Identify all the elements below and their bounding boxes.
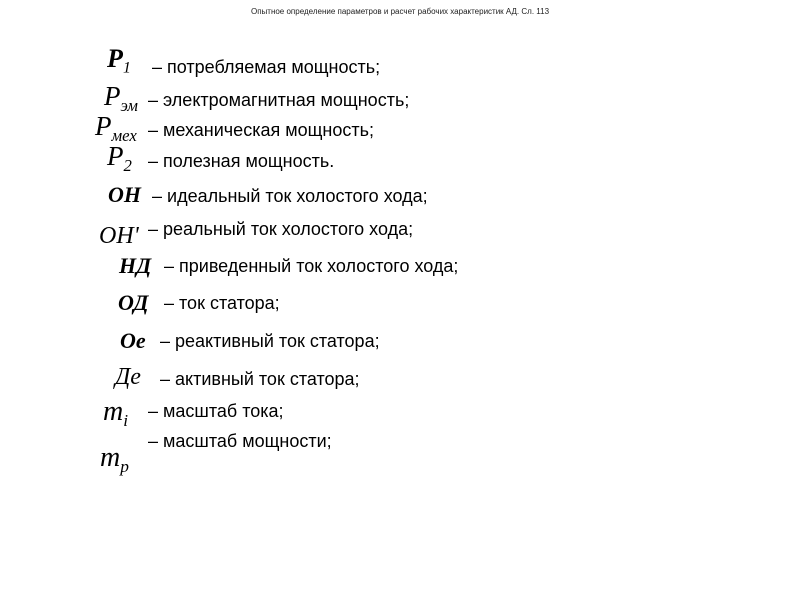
symbol-main: Де [115, 364, 141, 390]
symbol-subscript: 2 [123, 155, 132, 175]
symbol-main: P [104, 81, 121, 111]
symbol-subscript: p [120, 457, 129, 477]
symbol-p2 [107, 143, 132, 175]
symbol-subscript: 1 [122, 59, 131, 77]
definition-mi: – масштаб тока; [148, 401, 284, 421]
symbol-mp [100, 444, 129, 475]
symbol-od [118, 292, 148, 314]
definition-p-em: – электромагнитная мощность; [148, 90, 410, 110]
symbol-p-em [104, 83, 138, 115]
symbol-main: P [107, 44, 123, 73]
symbol-p-mech [95, 113, 137, 145]
symbol-main: ОН' [99, 223, 139, 249]
slide-header: Опытное определение параметров и расчет рабочих характеристик АД. Сл. 113 [250, 7, 550, 16]
definition-mp: – масштаб мощности; [148, 431, 332, 451]
symbol-main: P [95, 111, 112, 141]
symbol-subscript: эм [120, 95, 138, 115]
definition-p2: – полезная мощность. [148, 151, 335, 171]
definition-p-mech: – механическая мощность; [148, 120, 374, 140]
symbol-p1 [107, 46, 131, 77]
symbol-main: P [107, 141, 124, 171]
definition-od: – ток статора; [164, 293, 280, 313]
definition-p1: – потребляемая мощность; [152, 57, 381, 77]
symbol-mi [103, 398, 128, 429]
definition-oh: – идеальный ток холостого хода; [152, 186, 428, 206]
symbol-main: НД [119, 253, 152, 278]
symbol-subscript: i [123, 411, 129, 431]
symbol-main: m [103, 396, 124, 427]
symbol-main: ОН [108, 182, 141, 207]
symbol-subscript: мех [111, 125, 137, 145]
definition-de: – активный ток статора; [160, 369, 360, 389]
symbol-main: Ое [120, 328, 146, 353]
definition-oh-prime: – реальный ток холостого хода; [148, 219, 414, 239]
definition-oe: – реактивный ток статора; [160, 331, 380, 351]
symbol-main: m [100, 442, 121, 473]
symbol-nd [119, 255, 151, 277]
symbol-oh-prime [99, 224, 139, 248]
symbol-main: ОД [118, 290, 149, 315]
symbol-oe [120, 330, 146, 352]
symbol-de [115, 365, 141, 389]
symbol-oh [108, 184, 141, 206]
definition-nd: – приведенный ток холостого хода; [164, 256, 459, 276]
